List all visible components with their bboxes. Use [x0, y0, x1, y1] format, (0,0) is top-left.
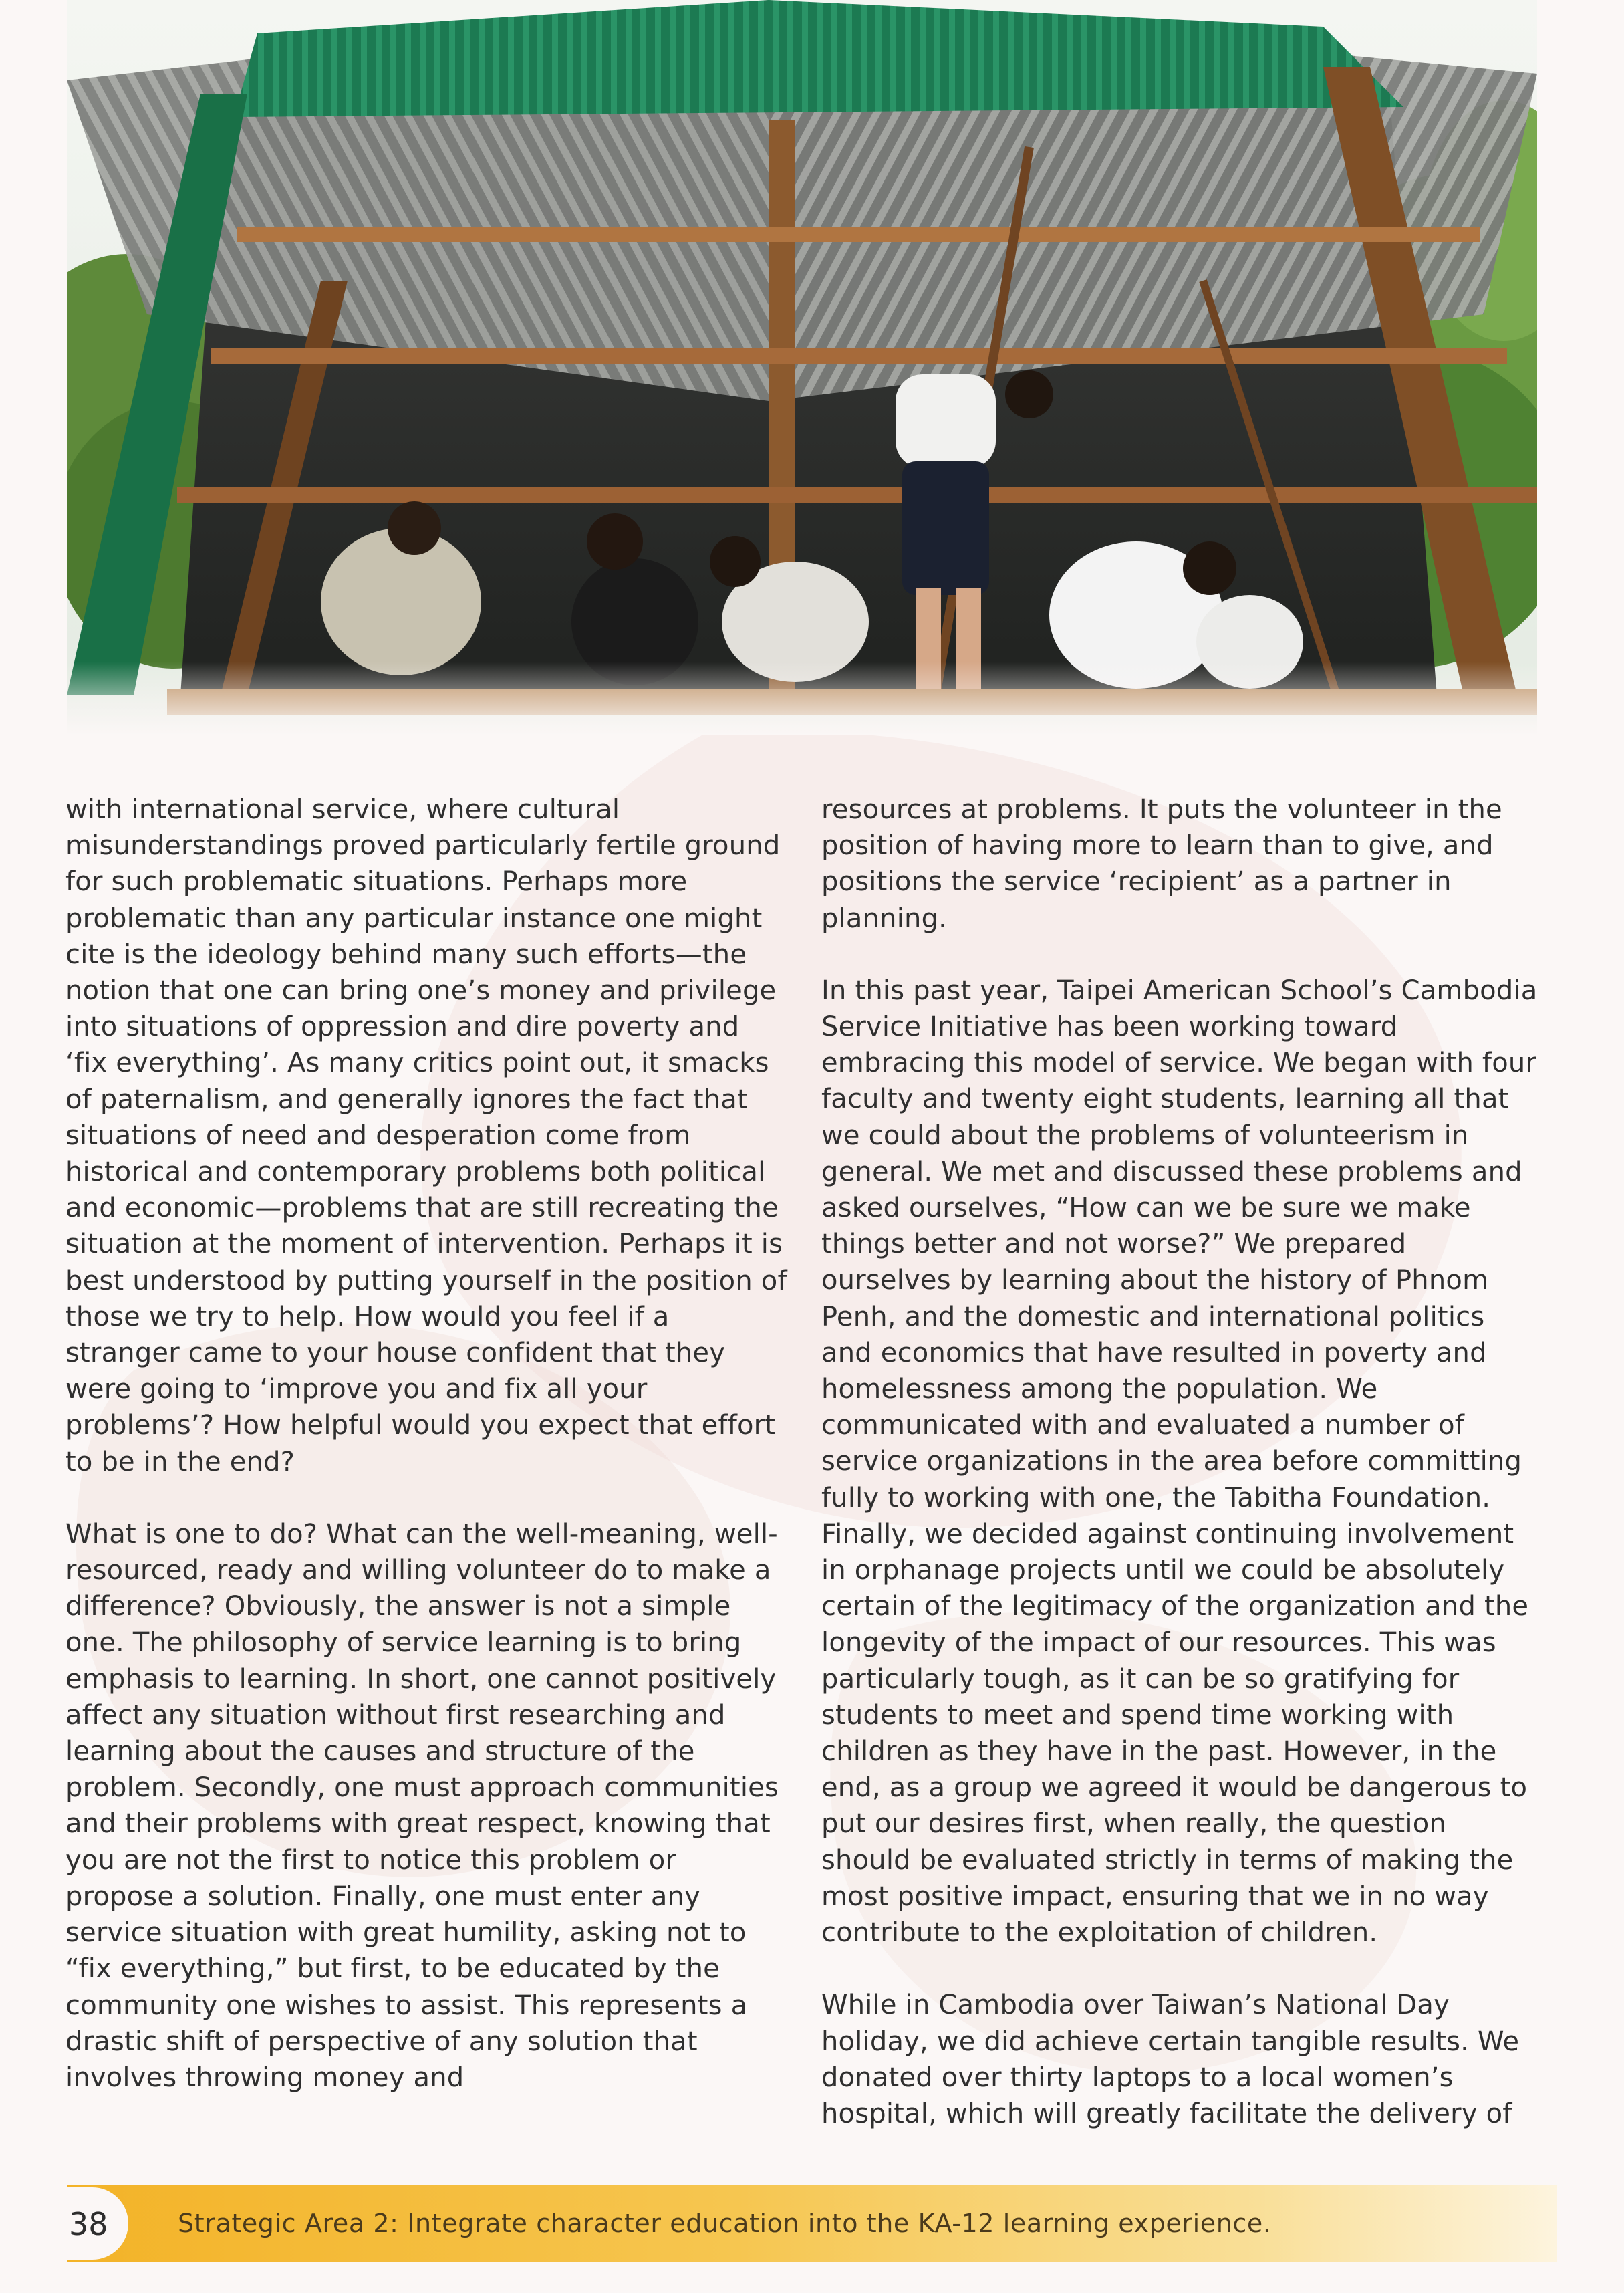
- footer-caption: Strategic Area 2: Integrate character education into the KA-12 learning experience.: [178, 2209, 1272, 2238]
- paragraph: What is one to do? What can the well-meaning, well-resourced, ready and willing volunteer do to make a difference? Obviously, the answer is not a simple one. The philosophy of service learning is to bring emphasis to learning. In short, one cannot positively affect any situation without first researching and learning about the causes and structure of the problem. Secondly, one must approach communities and their problems with great respect, knowing that you are not the first to notice this problem or propose a solution. Finally, one must enter any service situation with great humility, asking not to “fix everything,” but first, to be educated by the community one wishes to assist. This represents a drastic shift of perspective of any solution that involves throwing money and: [65, 1518, 779, 2093]
- page-number: 38: [69, 2206, 108, 2242]
- article-right-column: [821, 792, 1543, 2168]
- article-left-column: [65, 792, 787, 2132]
- paragraph: resources at problems. It puts the volunteer in the position of having more to learn than to give, and positions the service ‘recipient’ as a partner in planning.: [821, 794, 1502, 934]
- paragraph: In this past year, Taipei American School’s Cambodia Service Initiative has been working toward embracing this model of service. We began with four faculty and twenty eight students, learning all that we could about the problems of volunteerism in general. We met and discussed these problems and asked ourselves, “How can we be sure we make things better and not worse?” We prepared ourselves by learning about the history of Phnom Penh, and the domestic and international politics and economics that have resulted in poverty and homelessness among the population. We communicated with and evaluated a number of service organizations in the area before committing fully to working with one, the Tabitha Foundation. Finally, we decided against continuing involvement in orphanage projects until we could be absolutely certain of the legitimacy of the organization and the longevity of the impact of our resources. This was particularly tough, as it can be so gratifying for students to meet and spend time working with children as they have in the past. However, in the end, as a group we agreed it would be dangerous to put our desires first, when really, the question should be evaluated strictly in terms of making the most positive impact, ensuring that we in no way contribute to the exploitation of children.: [821, 975, 1538, 1949]
- volunteers-building-shelter-photo: [67, 0, 1537, 735]
- paragraph: While in Cambodia over Taiwan’s National Day holiday, we did achieve certain tangible results. We donated over thirty laptops to a local women’s hospital, which will greatly facilitate the delivery of: [821, 1989, 1520, 2129]
- paragraph: with international service, where cultural misunderstandings proved particularly fertile ground for such problematic situations. Perhaps more problematic than any particular instance one might cite is the ideology behind many such efforts—the notion that one can bring one’s money and privilege into situations of oppression and dire poverty and ‘fix everything’. As many critics point out, it smacks of paternalism, and generally ignores the fact that situations of need and desperation come from historical and contemporary problems both political and economic—problems that are still recreating the situation at the moment of intervention. Perhaps it is best understood by putting yourself in the position of those we try to help. How would you feel if a stranger came to your house confident that they were going to ‘improve you and fix all your problems’? How helpful would you expect that effort to be in the end?: [65, 794, 787, 1477]
